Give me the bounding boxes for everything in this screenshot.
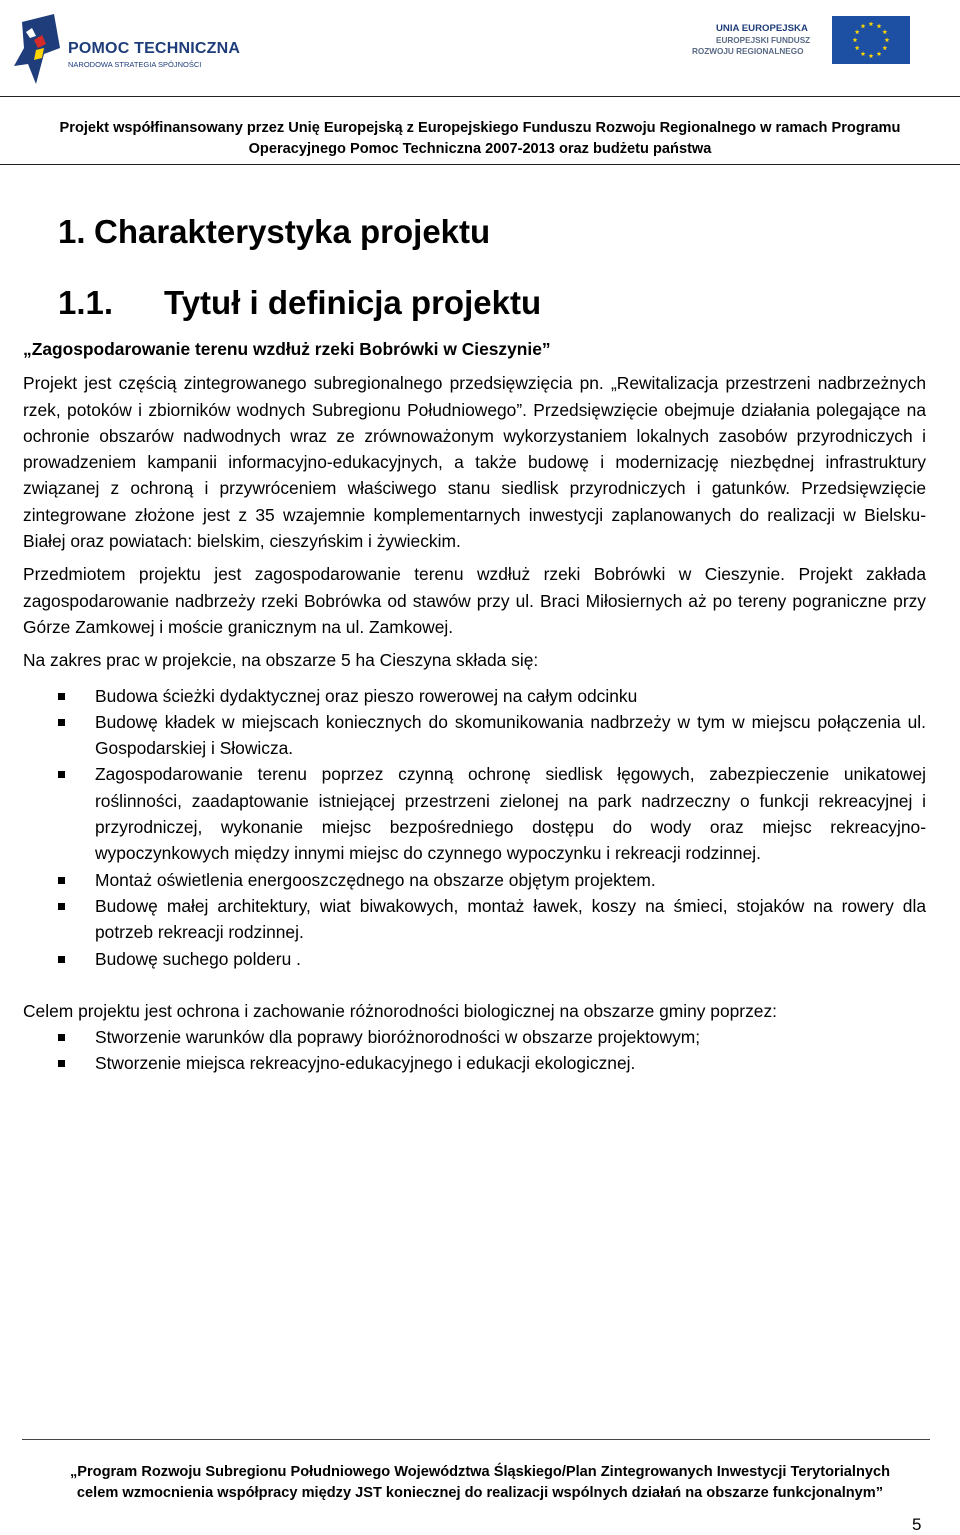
footer-note (0, 1462, 960, 1504)
paragraph-subject: Przedmiotem projektu jest zagospodarowanie terenu wzdłuż rzeki Bobrówki w Cieszynie. Projekt zakłada zagospodarowanie nadbrzeży rzeki Bobrówka od stawów przy ul. Braci Miłosiernych aż po tereny pograniczne przy Górze Zamkowej i moście granicznym na ul. Zamkowej. (23, 564, 926, 637)
subsection-number: 1.1. (58, 284, 114, 321)
subsection-heading (58, 283, 541, 323)
list-item: Budowa ścieżki dydaktycznej oraz pieszo rowerowej na całym odcinku (23, 683, 926, 709)
paragraph-context: Projekt jest częścią zintegrowanego subregionalnego przedsięwzięcia pn. „Rewitalizacja przestrzeni nadbrzeżnych rzek, potoków i zbiorników wodnych Subregionu Południowego”. Przedsięwzięcie obejmuje działania polegające na ochronie obszarów nadwodnych wraz ze zrównoważonym wykorzystaniem lokalnych zasobów przyrodniczych i prowadzeniem kampanii informacyjno-edukacyjnych, a także budowę i modernizację niezbędnej infrastruktury związanej z ochroną i przywróceniem właściwego stanu siedlisk przyrodniczych i gatunków. Przedsięwzięcie zintegrowane złożone jest z 35 wzajemnie komplementarnych inwestycji zaplanowanych do realizacji w Bielsku-Białej oraz powiatach: bielskim, cieszyńskim i żywieckim. (23, 373, 926, 552)
section-title: Charakterystyka projektu (94, 213, 491, 250)
goal-lead: Celem projektu jest ochrona i zachowanie różnorodności biologicznej na obszarze gminy poprzez: (23, 1000, 777, 1021)
header-divider-bottom (0, 164, 960, 165)
bullet-square-icon (58, 956, 65, 963)
bullet-square-icon (58, 903, 65, 910)
bullet-square-icon (58, 719, 65, 726)
logo-left-subtitle: NARODOWA STRATEGIA SPÓJNOŚCI (68, 60, 202, 69)
eu-logo-line1: UNIA EUROPEJSKA (716, 23, 808, 34)
scope-list (23, 683, 926, 972)
list-item: Zagospodarowanie terenu poprzez czynną ochronę siedlisk łęgowych, zabezpieczenie unikatowej roślinności, zaadaptowanie istniejącej przestrzeni zielonej na park nadrzeczny o funkcji rekreacyjnej i przyrodniczej, wykonanie miejsc bezpośredniego dostępu do wody oraz miejsc rekreacyjno-wypoczynkowych między innymi miejsc do czynnego wypoczynku i rekreacji rodzinnej. (23, 761, 926, 866)
page-number: 5 (912, 1515, 922, 1534)
cofinancing-line-1: Projekt współfinansowany przez Unię Europejską z Europejskiego Funduszu Rozwoju Regionalnego w ramach Programu (59, 120, 901, 136)
header-divider-top (0, 96, 960, 97)
document-body (23, 336, 926, 1077)
bullet-square-icon (58, 877, 65, 884)
section-number: 1. (58, 213, 86, 250)
subsection-title: Tytuł i definicja projektu (164, 284, 542, 321)
eu-logo-line2: EUROPEJSKI FUNDUSZ (716, 36, 811, 45)
bullet-square-icon (58, 771, 65, 778)
cofinancing-line-2: Operacyjnego Pomoc Techniczna 2007-2013 oraz budżetu państwa (248, 140, 712, 157)
project-title: „Zagospodarowanie terenu wzdłuż rzeki Bobrówki w Cieszynie” (23, 339, 551, 359)
eu-logo-line3: ROZWOJU REGIONALNEGO (692, 47, 804, 56)
list-item: Budowę suchego polderu . (23, 946, 926, 972)
logo-star-shape (14, 14, 60, 84)
footer-line-1: „Program Rozwoju Subregionu Południowego Województwa Śląskiego/Plan Zintegrowanych Inwestycji Terytorialnych (69, 1464, 891, 1480)
logo-left-title: POMOC TECHNICZNA (68, 40, 241, 57)
list-item: Stworzenie miejsca rekreacyjno-edukacyjnego i edukacji ekologicznej. (23, 1050, 926, 1076)
footer-divider (22, 1439, 930, 1440)
eu-flag (832, 16, 910, 64)
list-item: Budowę kładek w miejscach koniecznych do skomunikowania nadbrzeży w tym w miejscu połączenia ul. Gospodarskiej i Słowicza. (23, 709, 926, 762)
section-heading (58, 212, 490, 252)
list-item: Stworzenie warunków dla poprawy bioróżnorodności w obszarze projektowym; (23, 1024, 926, 1050)
bullet-square-icon (58, 1034, 65, 1041)
cofinancing-note (0, 118, 960, 159)
list-item: Budowę małej architektury, wiat biwakowych, montaż ławek, koszy na śmieci, stojaków na rowery dla potrzeb rekreacji rodzinnej. (23, 893, 926, 946)
bullet-square-icon (58, 693, 65, 700)
eu-logo (686, 14, 912, 66)
pomoc-techniczna-logo (14, 14, 244, 86)
list-item: Montaż oświetlenia energooszczędnego na obszarze objętym projektem. (23, 867, 926, 893)
goal-list (23, 1024, 926, 1077)
bullet-square-icon (58, 1060, 65, 1067)
footer-line-2: celem wzmocnienia współpracy między JST koniecznej do realizacji wspólnych działań na obszarze funkcjonalnym” (76, 1485, 884, 1501)
scope-lead: Na zakres prac w projekcie, na obszarze 5 ha Cieszyna składa się: (23, 650, 539, 671)
